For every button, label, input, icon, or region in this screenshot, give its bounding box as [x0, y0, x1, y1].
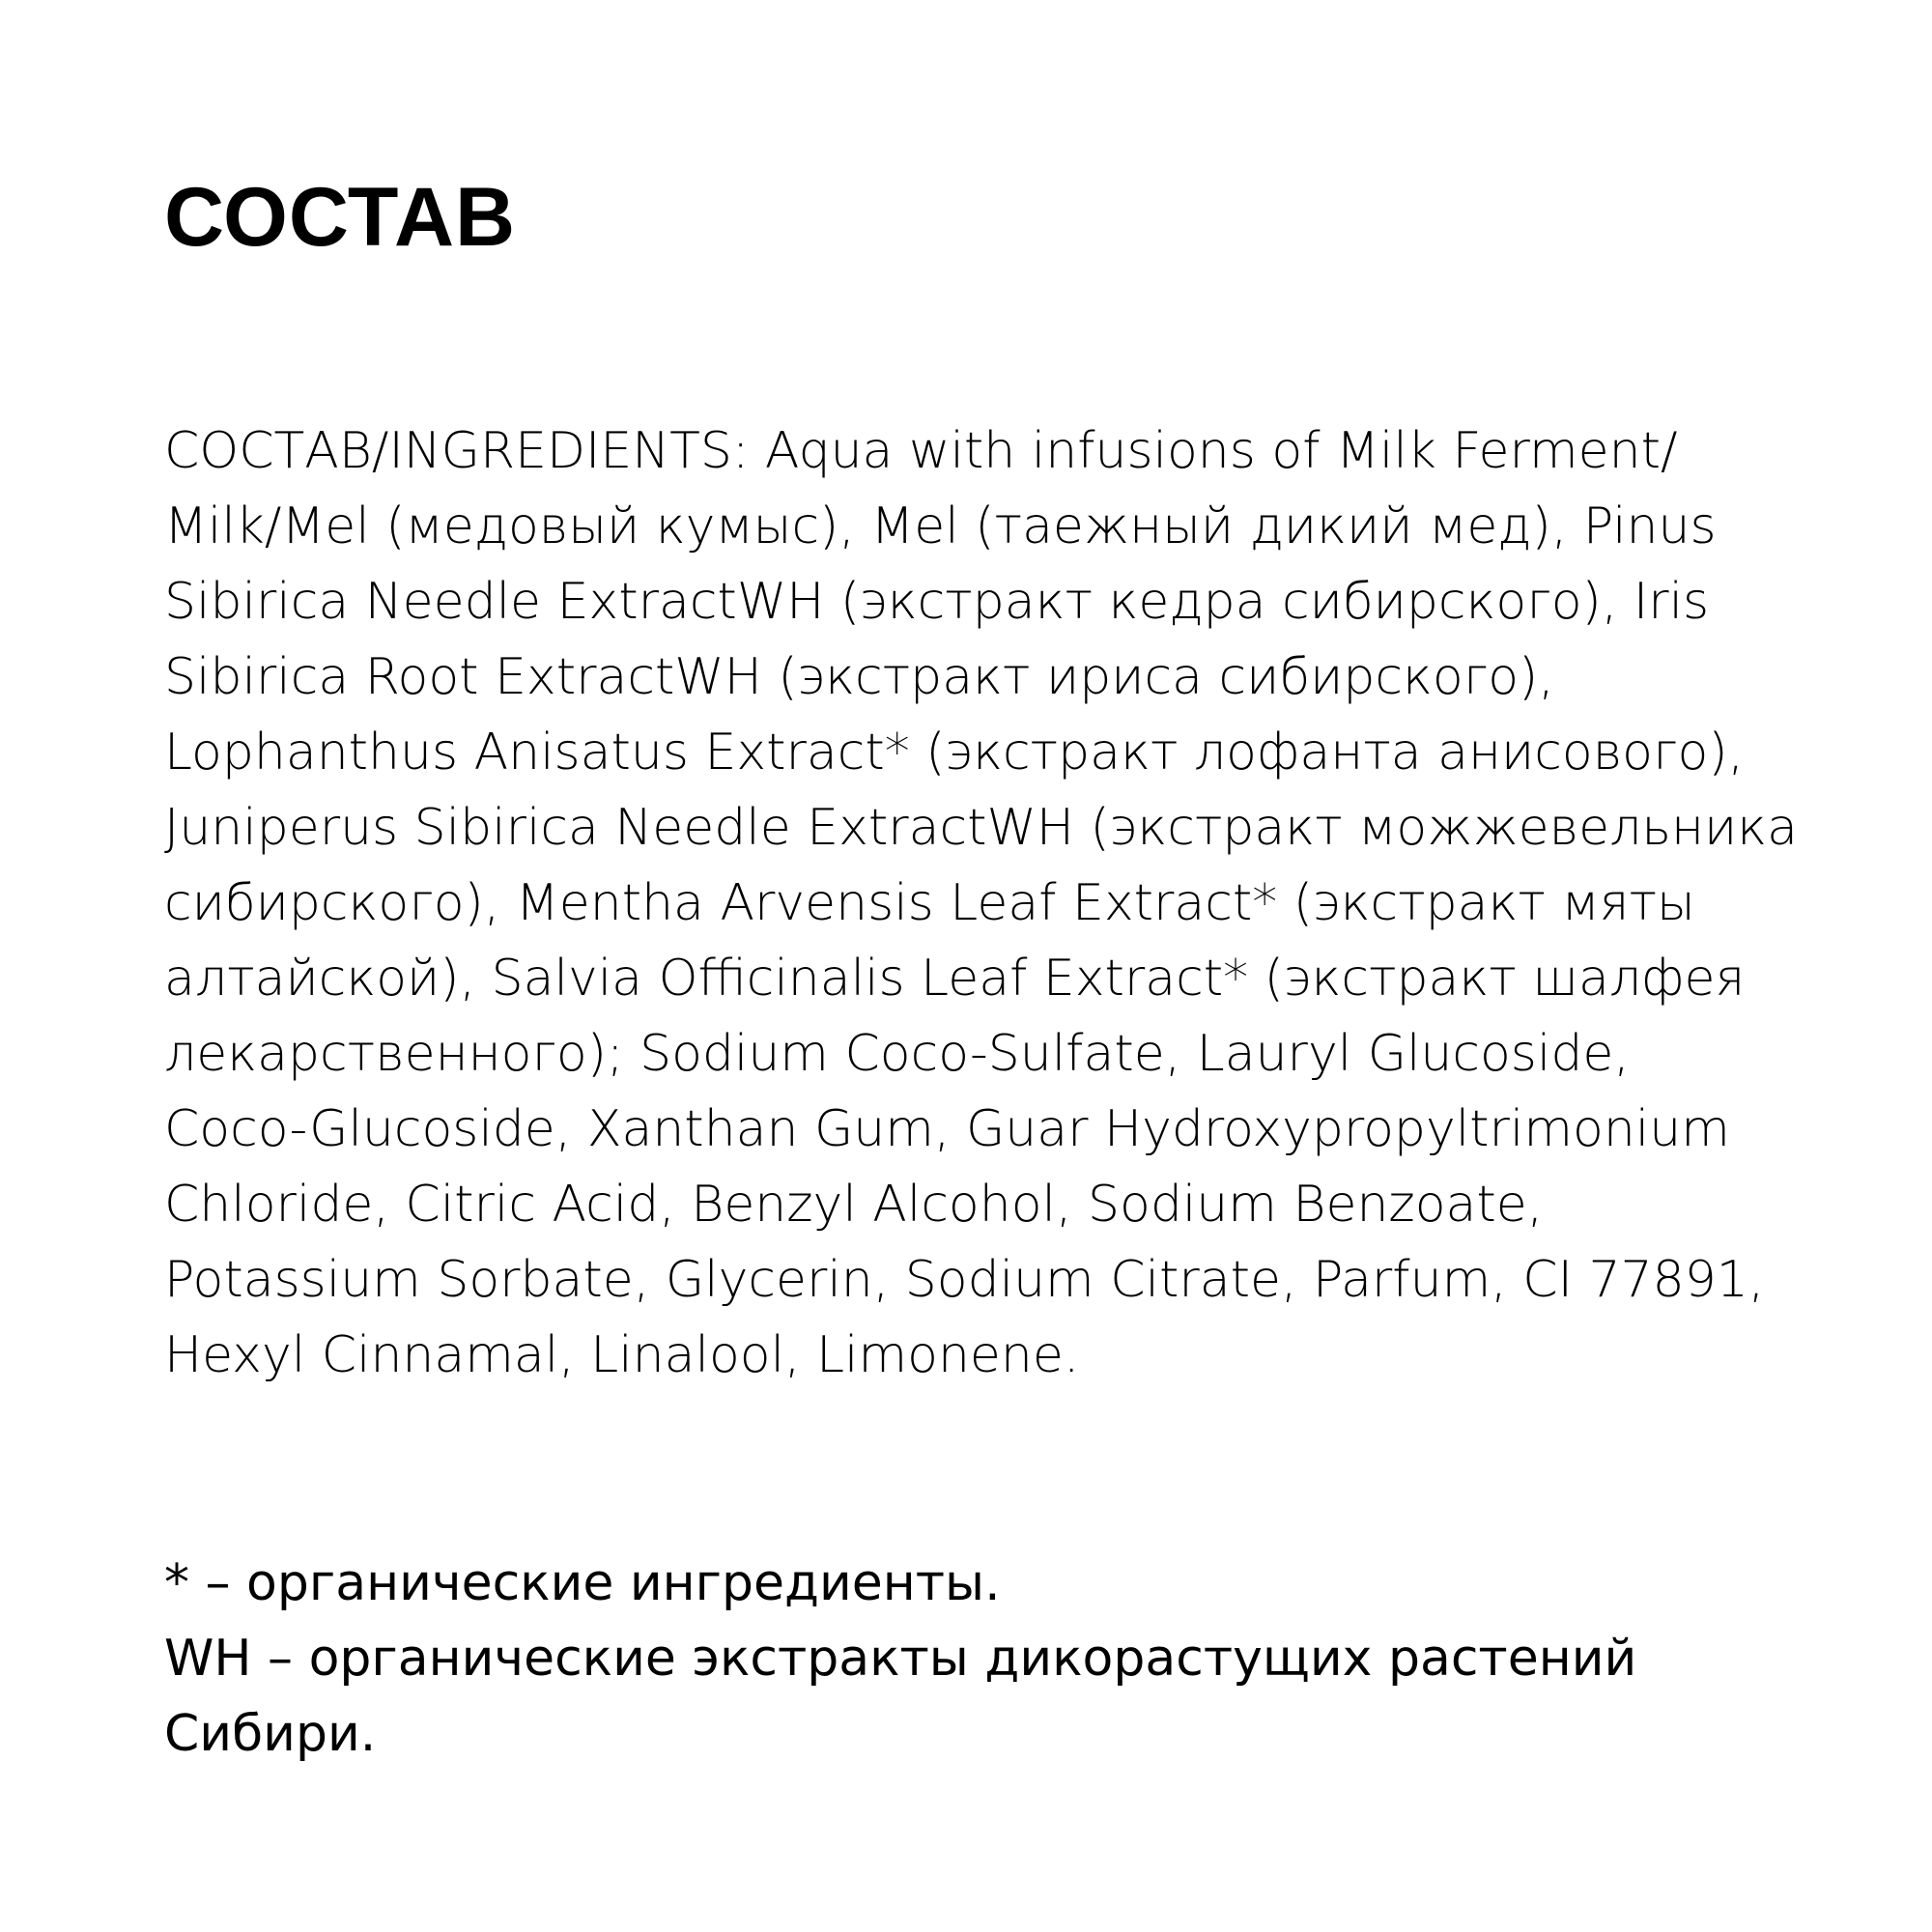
ingredients-line: Hexyl Cinnamal, Linalool, Limonene.: [164, 1326, 1080, 1384]
ingredients-line: Sibirica Root ExtractWH (экстракт ириса сибирского),: [164, 648, 1554, 706]
ingredients-line: Sibirica Needle ExtractWH (экстракт кедра сибирского), Iris: [164, 573, 1710, 631]
page-title: СОСТАВ: [164, 171, 517, 264]
footnote-wh-continued: Сибири.: [164, 1705, 377, 1763]
footnote-organic: * – органические ингредиенты.: [164, 1554, 1001, 1612]
ingredients-line: Lophanthus Anisatus Extract* (экстракт лофанта анисового),: [164, 724, 1745, 781]
footnotes: [164, 1546, 1787, 1772]
footnote-wh: WH – органические экстракты дикорастущих растений: [164, 1630, 1637, 1688]
ingredients-line: Juniperus Sibirica Needle ExtractWH (экстракт можжевельника: [164, 799, 1798, 857]
ingredients-line: лекарственного); Sodium Coco-Sulfate, Lauryl Glucoside,: [164, 1025, 1630, 1083]
ingredients-line: Coco-Glucoside, Xanthan Gum, Guar Hydroxypropyltrimonium: [164, 1100, 1730, 1158]
ingredients-line: сибирского), Mentha Arvensis Leaf Extract* (экстракт мяты: [164, 874, 1695, 932]
ingredients-text: [164, 413, 1798, 1393]
ingredients-line: Milk/Mel (медовый кумыс), Mel (таежный дикий мед), Pinus: [164, 497, 1717, 555]
ingredients-line: СОСТАВ/INGREDIENTS: Aqua with infusions of Milk Ferment/: [164, 422, 1678, 480]
ingredients-line: Chloride, Citric Acid, Benzyl Alcohol, Sodium Benzoate,: [164, 1176, 1544, 1234]
ingredients-line: алтайской), Salvia Officinalis Leaf Extract* (экстракт шалфея: [164, 950, 1746, 1008]
ingredients-line: Potassium Sorbate, Glycerin, Sodium Citrate, Parfum, CI 77891,: [164, 1251, 1765, 1309]
